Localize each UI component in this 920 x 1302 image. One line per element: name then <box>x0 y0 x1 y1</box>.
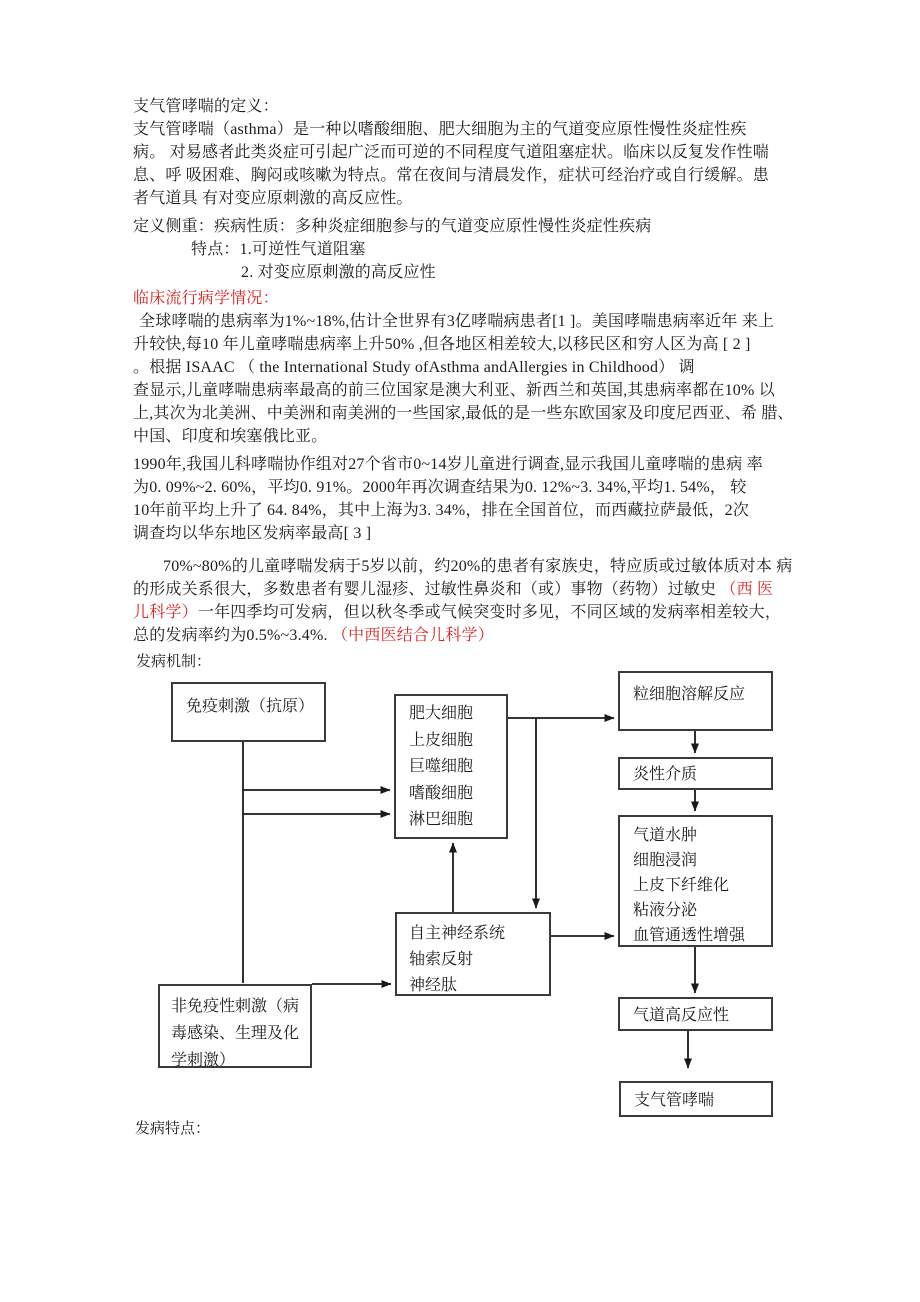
text-line <box>133 333 803 356</box>
text-line <box>133 624 803 647</box>
text-line <box>133 476 803 499</box>
plain-text: 全球哮喘的患病率为1%~18%,估计全世界有3亿哮喘病患者[1 ]。美国哮喘患病率近年 来上 <box>139 313 775 330</box>
box-text-line: 粒细胞溶解反应 <box>633 686 746 703</box>
plain-text: 总的发病率约为0.5%~3.4%. <box>133 627 332 644</box>
box-text-line: 神经肽 <box>409 977 458 994</box>
box-text-line: 肥大细胞 <box>409 705 474 722</box>
highlighted-text: （西 医 <box>720 581 774 598</box>
box-inflammatory-mediators <box>618 757 773 790</box>
text-line <box>133 522 803 545</box>
text-line <box>133 95 803 118</box>
highlighted-text: （中西医结合儿科学） <box>331 627 494 644</box>
highlighted-text: 临床流行病学情况： <box>133 290 279 307</box>
text-line <box>133 310 803 333</box>
text-line <box>133 425 803 448</box>
box-text-line: 血管通透性增强 <box>633 927 746 944</box>
text-line <box>133 141 803 164</box>
text-line <box>133 187 803 210</box>
paragraph <box>133 310 803 448</box>
box-text-line: 轴索反射 <box>409 951 474 968</box>
plain-text: 中国、印度和埃塞俄比亚。 <box>133 428 328 445</box>
paragraph <box>133 95 803 210</box>
box-text-line: 自主神经系统 <box>409 925 506 942</box>
plain-text: 者气道具 有对变应原刺激的高反应性。 <box>133 190 413 207</box>
paragraph <box>133 453 803 545</box>
paragraph <box>133 555 803 647</box>
paragraph <box>133 287 803 310</box>
text-line <box>133 215 803 238</box>
text-line <box>133 578 803 601</box>
paragraph <box>133 215 803 284</box>
plain-text: 升较快,每10 年儿童哮喘患病率上升50% ,但各地区相差较大,以移民区和穷人区为高 [ 2 ] <box>133 336 751 353</box>
box-text-line: 嗜酸细胞 <box>409 784 474 802</box>
box-text-line: 学刺激） <box>171 1052 236 1068</box>
box-text-line: 免疫刺激（抗原） <box>186 698 315 715</box>
plain-text: 为0. 09%~2. 60%，平均0. 91%。2000年再次调查结果为0. 12%~3. 34%,平均1. 54%， 较 <box>133 479 747 496</box>
plain-text: 的形成关系很大，多数患者有婴儿湿疹、过敏性鼻炎和（或）事物（药物）过敏史 <box>133 581 721 598</box>
box-text-line: 淋巴细胞 <box>409 811 474 828</box>
plain-text: 调查均以华东地区发病率最高[ 3 ] <box>133 525 372 542</box>
pathogenesis-label: 发病机制： <box>136 654 212 670</box>
text-line <box>133 402 803 425</box>
plain-text: 病。 对易感者此类炎症可引起广泛而可逆的不同程度气道阻塞症状。临床以反复发作性喘 <box>133 144 770 161</box>
box-autonomic-nervous-system <box>395 912 551 996</box>
box-airway-hyperresponsiveness <box>618 997 773 1031</box>
box-text-line: 非免疫性刺激（病 <box>171 998 300 1015</box>
box-text-line: 毒感染、生理及化 <box>171 1025 300 1042</box>
plain-text: 定义侧重：疾病性质：多种炎症细胞参与的气道变应原性慢性炎症性疾病 <box>133 218 652 235</box>
box-text-line: 上皮下纤维化 <box>633 877 730 894</box>
plain-text: 70%~80%的儿童哮喘发病于5岁以前，约20%的患者有家族史，特应质或过敏体质对本 病 <box>163 558 793 575</box>
text-line <box>133 453 803 476</box>
box-text-line: 上皮细胞 <box>409 731 474 749</box>
plain-text: 10年前平均上升了 64. 84%，其中上海为3. 34%，排在全国首位，而西藏拉萨最低，2次 <box>133 502 750 519</box>
box-text-line: 气道高反应性 <box>633 1007 730 1024</box>
plain-text: 。根据 ISAAC （ the International Study ofAsthma andAllergies in Childhood） 调 <box>133 359 695 376</box>
box-text-line: 粘液分泌 <box>633 902 698 919</box>
box-text-line: 细胞浸润 <box>633 852 698 869</box>
box-text-line: 支气管哮喘 <box>634 1092 715 1109</box>
text-line <box>133 261 803 284</box>
text-line <box>133 238 803 261</box>
plain-text: 特点：1.可逆性气道阻塞 <box>191 241 366 258</box>
plain-text: 1990年,我国儿科哮喘协作组对27个省市0~14岁儿童进行调查,显示我国儿童哮喘的患病 率 <box>133 456 763 473</box>
text-line <box>133 118 803 141</box>
plain-text: 支气管哮喘（asthma）是一种以嗜酸细胞、肥大细胞为主的气道变应原性慢性炎症性疾 <box>133 121 747 138</box>
text-line <box>133 164 803 187</box>
onset-features-label: 发病特点： <box>135 1121 211 1137</box>
text-line <box>133 601 803 624</box>
text-line <box>133 379 803 402</box>
box-bronchial-asthma <box>619 1081 773 1117</box>
plain-text: 支气管哮喘的定义： <box>133 98 279 115</box>
box-non-immune-stimulus <box>158 984 312 1068</box>
plain-text: 2. 对变应原刺激的高反应性 <box>241 264 436 281</box>
text-line <box>133 555 803 578</box>
plain-text: 上,其次为北美洲、中美洲和南美洲的一些国家,最低的是一些东欧国家及印度尼西亚、希 腊、 <box>133 405 794 422</box>
text-line <box>133 356 803 379</box>
plain-text: 查显示,儿童哮喘患病率最高的前三位国家是澳大利亚、新西兰和英国,其患病率都在10% 以 <box>133 382 775 399</box>
box-granulocyte-lysis <box>618 671 773 731</box>
highlighted-text: 儿科学） <box>133 604 198 621</box>
box-text-line: 炎性介质 <box>633 766 698 783</box>
plain-text: 一年四季均可发病，但以秋冬季或气候突变时多见，不同区域的发病率相差较大， <box>197 604 782 621</box>
box-airway-changes <box>618 815 773 947</box>
plain-text: 息、呼 吸困难、胸闷或咳嗽为特点。常在夜间与清晨发作，症状可经治疗或自行缓解。患 <box>133 167 770 184</box>
text-line <box>133 287 803 310</box>
box-text-line: 气道水肿 <box>633 827 698 844</box>
box-immune-stimulus <box>171 682 326 742</box>
text-line <box>133 499 803 522</box>
box-text-line: 巨噬细胞 <box>409 758 474 775</box>
box-effector-cells <box>394 694 508 839</box>
